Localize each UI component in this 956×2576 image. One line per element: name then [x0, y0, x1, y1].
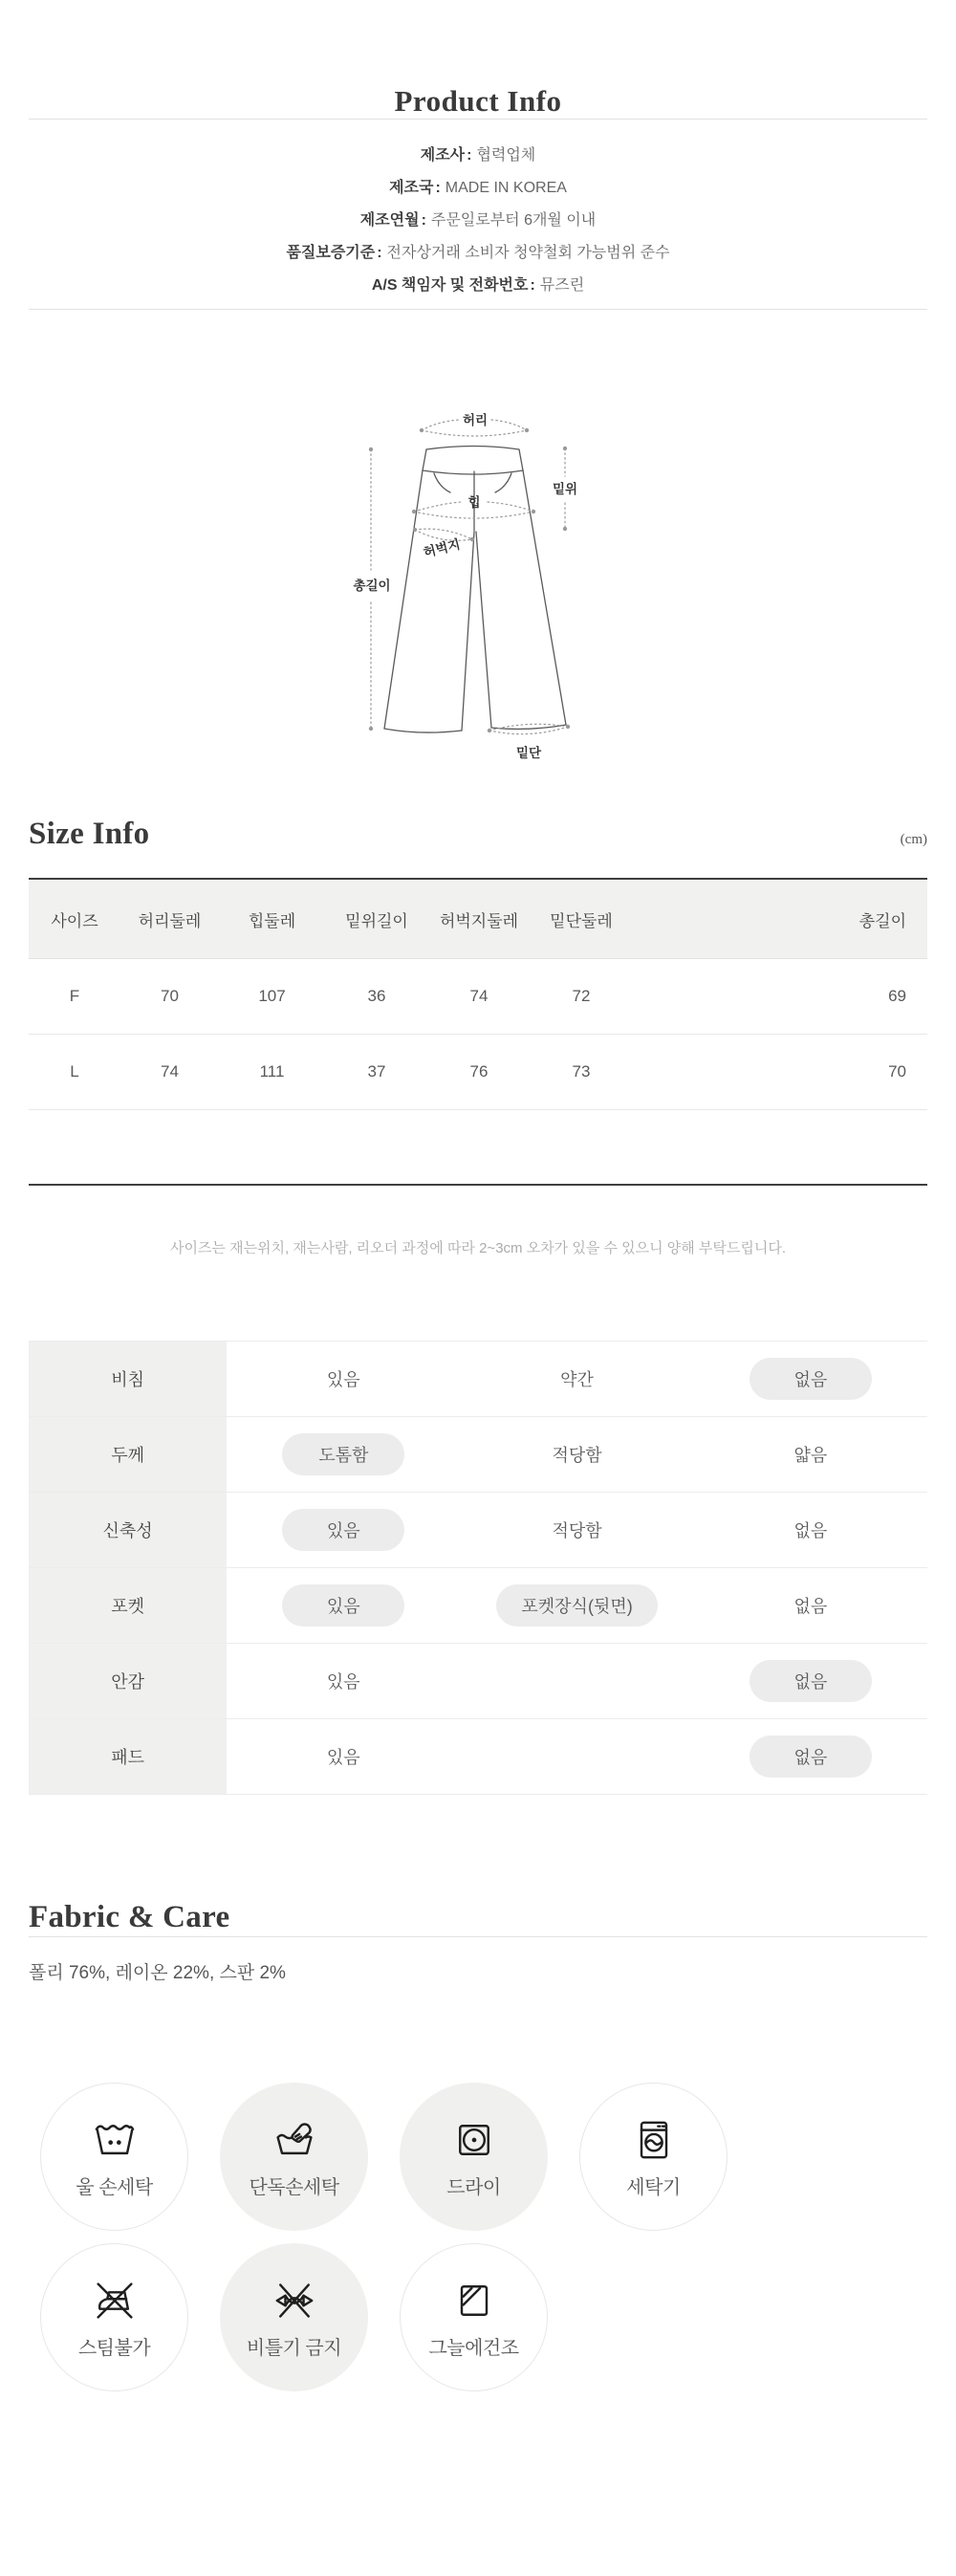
- size-cell: 36: [325, 959, 428, 1035]
- size-unit: (cm): [900, 832, 927, 847]
- size-cell: 73: [530, 1035, 633, 1110]
- attr-option: 적당함: [552, 1446, 602, 1465]
- care-label: 그늘에건조: [428, 2337, 519, 2359]
- size-table-spacer-row: [29, 1110, 927, 1186]
- attr-option: 있음: [326, 1748, 360, 1767]
- care-item-no-wring: [220, 2243, 368, 2391]
- colon-separator: :: [377, 245, 382, 261]
- fabric-composition: 폴리 76%, 레이온 22%, 스판 2%: [29, 1963, 286, 1983]
- attr-row-thickness: [29, 1417, 927, 1493]
- detail-label: A/S 책임자 및 전화번호: [371, 277, 529, 294]
- colon-separator: :: [467, 147, 472, 164]
- detail-value: 전자상거래 소비자 청약철회 가능범위 준수: [386, 245, 670, 261]
- attr-label: 패드: [29, 1719, 227, 1795]
- diagram-label-hip: 힙: [467, 495, 481, 510]
- diagram-label-thigh: 허벅지: [422, 536, 462, 560]
- size-cell: 76: [428, 1035, 530, 1110]
- care-icons-row-2: [40, 2243, 927, 2391]
- size-cell: 70: [633, 1035, 927, 1110]
- size-col-header: 밑위길이: [325, 879, 428, 959]
- size-table: [29, 878, 927, 1186]
- size-table-row-l: [29, 1035, 927, 1110]
- wool-hand-wash-icon: [90, 2115, 140, 2165]
- diagram-label-rise: 밑위: [552, 482, 578, 496]
- attr-label: 비침: [29, 1342, 227, 1417]
- machine-wash-icon: [629, 2115, 679, 2165]
- pants-measurement-diagram: [306, 375, 650, 776]
- size-cell: L: [29, 1035, 120, 1110]
- attr-option-selected: 없음: [750, 1736, 872, 1778]
- care-item-dry-clean: [400, 2083, 548, 2231]
- pants-diagram-drawing: [306, 375, 650, 776]
- size-col-header: 밑단둘레: [530, 879, 633, 959]
- fabric-care-header: [29, 1898, 927, 1936]
- attr-row-stretch: [29, 1493, 927, 1568]
- attr-option: 있음: [326, 1672, 360, 1692]
- care-label: 스팀불가: [77, 2337, 151, 2359]
- size-table-header-row: [29, 879, 927, 959]
- product-info-title: Product Info: [394, 84, 562, 118]
- size-info-title: Size Info: [29, 817, 150, 851]
- colon-separator: :: [435, 180, 441, 196]
- attr-option: 약간: [560, 1370, 594, 1389]
- attr-row-padding: [29, 1719, 927, 1795]
- fabric-care-title: Fabric & Care: [29, 1900, 230, 1934]
- size-table-row-f: [29, 959, 927, 1035]
- attr-label: 안감: [29, 1644, 227, 1719]
- attr-label: 포켓: [29, 1568, 227, 1644]
- attr-label: 두께: [29, 1417, 227, 1493]
- detail-label: 제조사: [420, 147, 466, 164]
- divider: [29, 1936, 927, 1937]
- dry-in-shade-icon: [449, 2276, 499, 2325]
- detail-item-country: [29, 179, 927, 198]
- diagram-label-waist: 허리: [462, 413, 489, 427]
- no-steam-icon: [90, 2276, 140, 2325]
- care-icons-row-1: [40, 2083, 927, 2231]
- care-label: 울 손세탁: [76, 2176, 153, 2198]
- size-cell: 70: [120, 959, 219, 1035]
- care-item-machine-wash: [579, 2083, 728, 2231]
- attr-option-selected: 포켓장식(뒷면): [496, 1584, 657, 1626]
- attr-row-pocket: [29, 1568, 927, 1644]
- care-item-dry-in-shade: [400, 2243, 548, 2391]
- detail-label: 제조국: [389, 180, 434, 196]
- detail-value: 주문일로부터 6개월 이내: [430, 212, 597, 229]
- hand-wash-only-icon: [270, 2115, 319, 2165]
- attr-option-selected: 있음: [282, 1509, 404, 1551]
- attr-option: 얇음: [793, 1446, 828, 1465]
- attr-option-selected: 없음: [750, 1358, 872, 1400]
- care-label: 비틀기 금지: [246, 2337, 342, 2359]
- size-cell: 111: [219, 1035, 325, 1110]
- attr-option: 없음: [793, 1597, 828, 1616]
- care-label: 단독손세탁: [249, 2176, 339, 2198]
- diagram-label-hem: 밑단: [515, 746, 542, 760]
- size-col-header: 허벅지둘레: [428, 879, 530, 959]
- detail-item-warranty: [29, 244, 927, 263]
- size-col-header: 총길이: [633, 879, 927, 959]
- attr-option-selected: 있음: [282, 1584, 404, 1626]
- care-item-no-steam: [40, 2243, 188, 2391]
- attr-option-selected: 없음: [750, 1660, 872, 1702]
- detail-value: 뮤즈린: [539, 277, 585, 294]
- product-details-list: [29, 120, 927, 295]
- size-tolerance-note: 사이즈는 재는위치, 재는사람, 리오더 과정에 따라 2~3cm 오차가 있을 수 있으니 양해 부탁드립니다.: [169, 1240, 787, 1256]
- attr-option-selected: 도톰함: [282, 1433, 404, 1475]
- attr-row-sheerness: [29, 1342, 927, 1417]
- attr-option: 적당함: [552, 1521, 602, 1540]
- size-cell: 37: [325, 1035, 428, 1110]
- attr-option: 없음: [793, 1521, 828, 1540]
- care-label: 드라이: [446, 2176, 501, 2198]
- size-col-header: 허리둘레: [120, 879, 219, 959]
- dry-clean-icon: [449, 2115, 499, 2165]
- divider: [29, 309, 927, 310]
- detail-item-manufacturer: [29, 146, 927, 165]
- detail-item-date: [29, 211, 927, 230]
- detail-value: MADE IN KOREA: [445, 180, 567, 196]
- size-cell: 74: [120, 1035, 219, 1110]
- size-col-header: 힙둘레: [219, 879, 325, 959]
- size-col-header: 사이즈: [29, 879, 120, 959]
- detail-item-as-contact: [29, 276, 927, 295]
- detail-label: 품질보증기준: [286, 245, 376, 261]
- diagram-label-total-length: 총길이: [353, 579, 391, 593]
- size-cell: 107: [219, 959, 325, 1035]
- attr-row-lining: [29, 1644, 927, 1719]
- attr-option: 있음: [326, 1370, 360, 1389]
- size-cell: 74: [428, 959, 530, 1035]
- size-cell: 72: [530, 959, 633, 1035]
- attr-label: 신축성: [29, 1493, 227, 1568]
- attribute-table: [29, 1341, 927, 1795]
- colon-separator: :: [421, 212, 426, 229]
- detail-label: 제조연월: [359, 212, 420, 229]
- no-wring-icon: [270, 2276, 319, 2325]
- detail-value: 협력업체: [476, 147, 536, 164]
- size-cell: 69: [633, 959, 927, 1035]
- care-label: 세탁기: [626, 2176, 681, 2198]
- care-item-hand-wash-only: [220, 2083, 368, 2231]
- size-cell: F: [29, 959, 120, 1035]
- colon-separator: :: [530, 277, 535, 294]
- size-info-header: [29, 815, 927, 853]
- care-item-wool-hand-wash: [40, 2083, 188, 2231]
